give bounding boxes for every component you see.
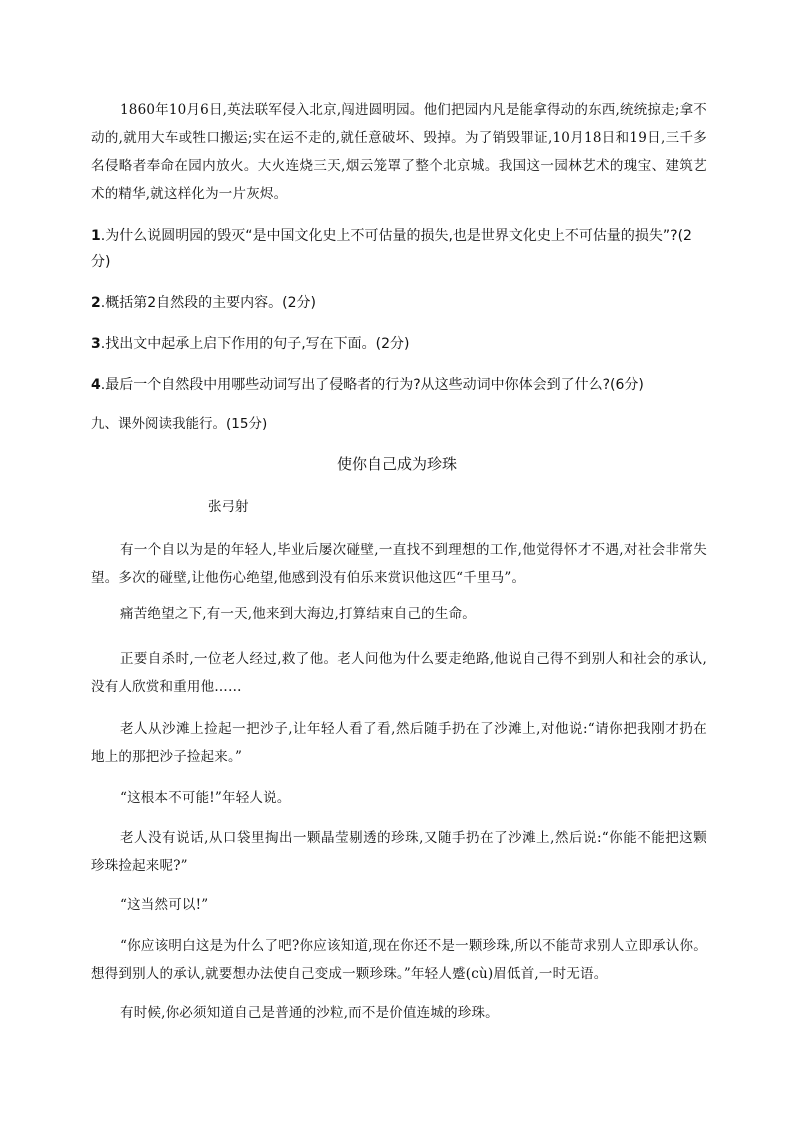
story-paragraph: “这根本不可能!”年轻人说。 (120, 790, 291, 806)
question-number: 3 (91, 336, 101, 352)
story-author: 张弓射 (208, 499, 249, 515)
story-paragraph: 痛苦绝望之下,有一天,他来到大海边,打算结束自己的生命。 (120, 606, 476, 622)
question-1 (91, 223, 711, 275)
story-paragraph: 老人从沙滩上捡起一把沙子,让年轻人看了看,然后随手扔在了沙滩上,对他说:“请你把我刚才扔在地上的那把沙子捡起来。” (91, 721, 707, 765)
question-3 (91, 331, 711, 357)
question-2 (91, 290, 711, 316)
story-paragraph: “你应该明白这是为什么了吧?你应该知道,现在你还不是一颗珍珠,所以不能苛求别人立即承认你。想得到别人的承认,就要想办法使自己变成一颗珍珠。”年轻人蹙(cù)眉低首,一时无语。 (91, 938, 707, 982)
question-text: .最后一个自然段中用哪些动词写出了侵略者的行为?从这些动词中你体会到了什么?(6分) (100, 377, 644, 393)
story-title: 使你自己成为珍珠 (336, 455, 457, 473)
passage-paragraph: 1860年10月6日,英法联军侵入北京,闯进圆明园。他们把园内凡是能拿得动的东西,统统掠走;拿不动的,就用大车或牲口搬运;实在运不走的,就任意破坏、毁掉。为了销毁罪证,10月18日和19日,三千多名侵略者奉命在园内放火。大火连烧三天,烟云笼罩了整个北京城。我国这一园林艺术的瑰宝、建筑艺术的精华,就这样化为一片灰烬。 (91, 102, 707, 202)
section-heading: 九、课外阅读我能行。(15分) (91, 416, 268, 432)
question-text: .找出文中起承上启下作用的句子,写在下面。(2分) (100, 336, 410, 352)
story-paragraph: 有时候,你必须知道自己是普通的沙粒,而不是价值连城的珍珠。 (120, 1005, 499, 1021)
question-text: .为什么说圆明园的毁灭“是中国文化史上不可估量的损失,也是世界文化史上不可估量的损失”?(2分) (91, 228, 692, 270)
question-text: .概括第2自然段的主要内容。(2分) (100, 295, 316, 311)
story-paragraph: 老人没有说话,从口袋里掏出一颗晶莹剔透的珍珠,又随手扔在了沙滩上,然后说:“你能不能把这颗珍珠捡起来呢?” (91, 830, 707, 874)
question-number: 1 (91, 228, 101, 244)
question-number: 4 (91, 377, 101, 393)
story-paragraph: 有一个自以为是的年轻人,毕业后屡次碰壁,一直找不到理想的工作,他觉得怀才不遇,对社会非常失望。多次的碰壁,让他伤心绝望,他感到没有伯乐来赏识他这匹“千里马”。 (91, 542, 707, 586)
question-number: 2 (91, 295, 101, 311)
story-paragraph: “这当然可以!” (120, 897, 209, 913)
question-4 (91, 372, 711, 398)
story-paragraph: 正要自杀时,一位老人经过,救了他。老人问他为什么要走绝路,他说自己得不到别人和社会的承认,没有人欣赏和重用他…… (91, 651, 707, 695)
